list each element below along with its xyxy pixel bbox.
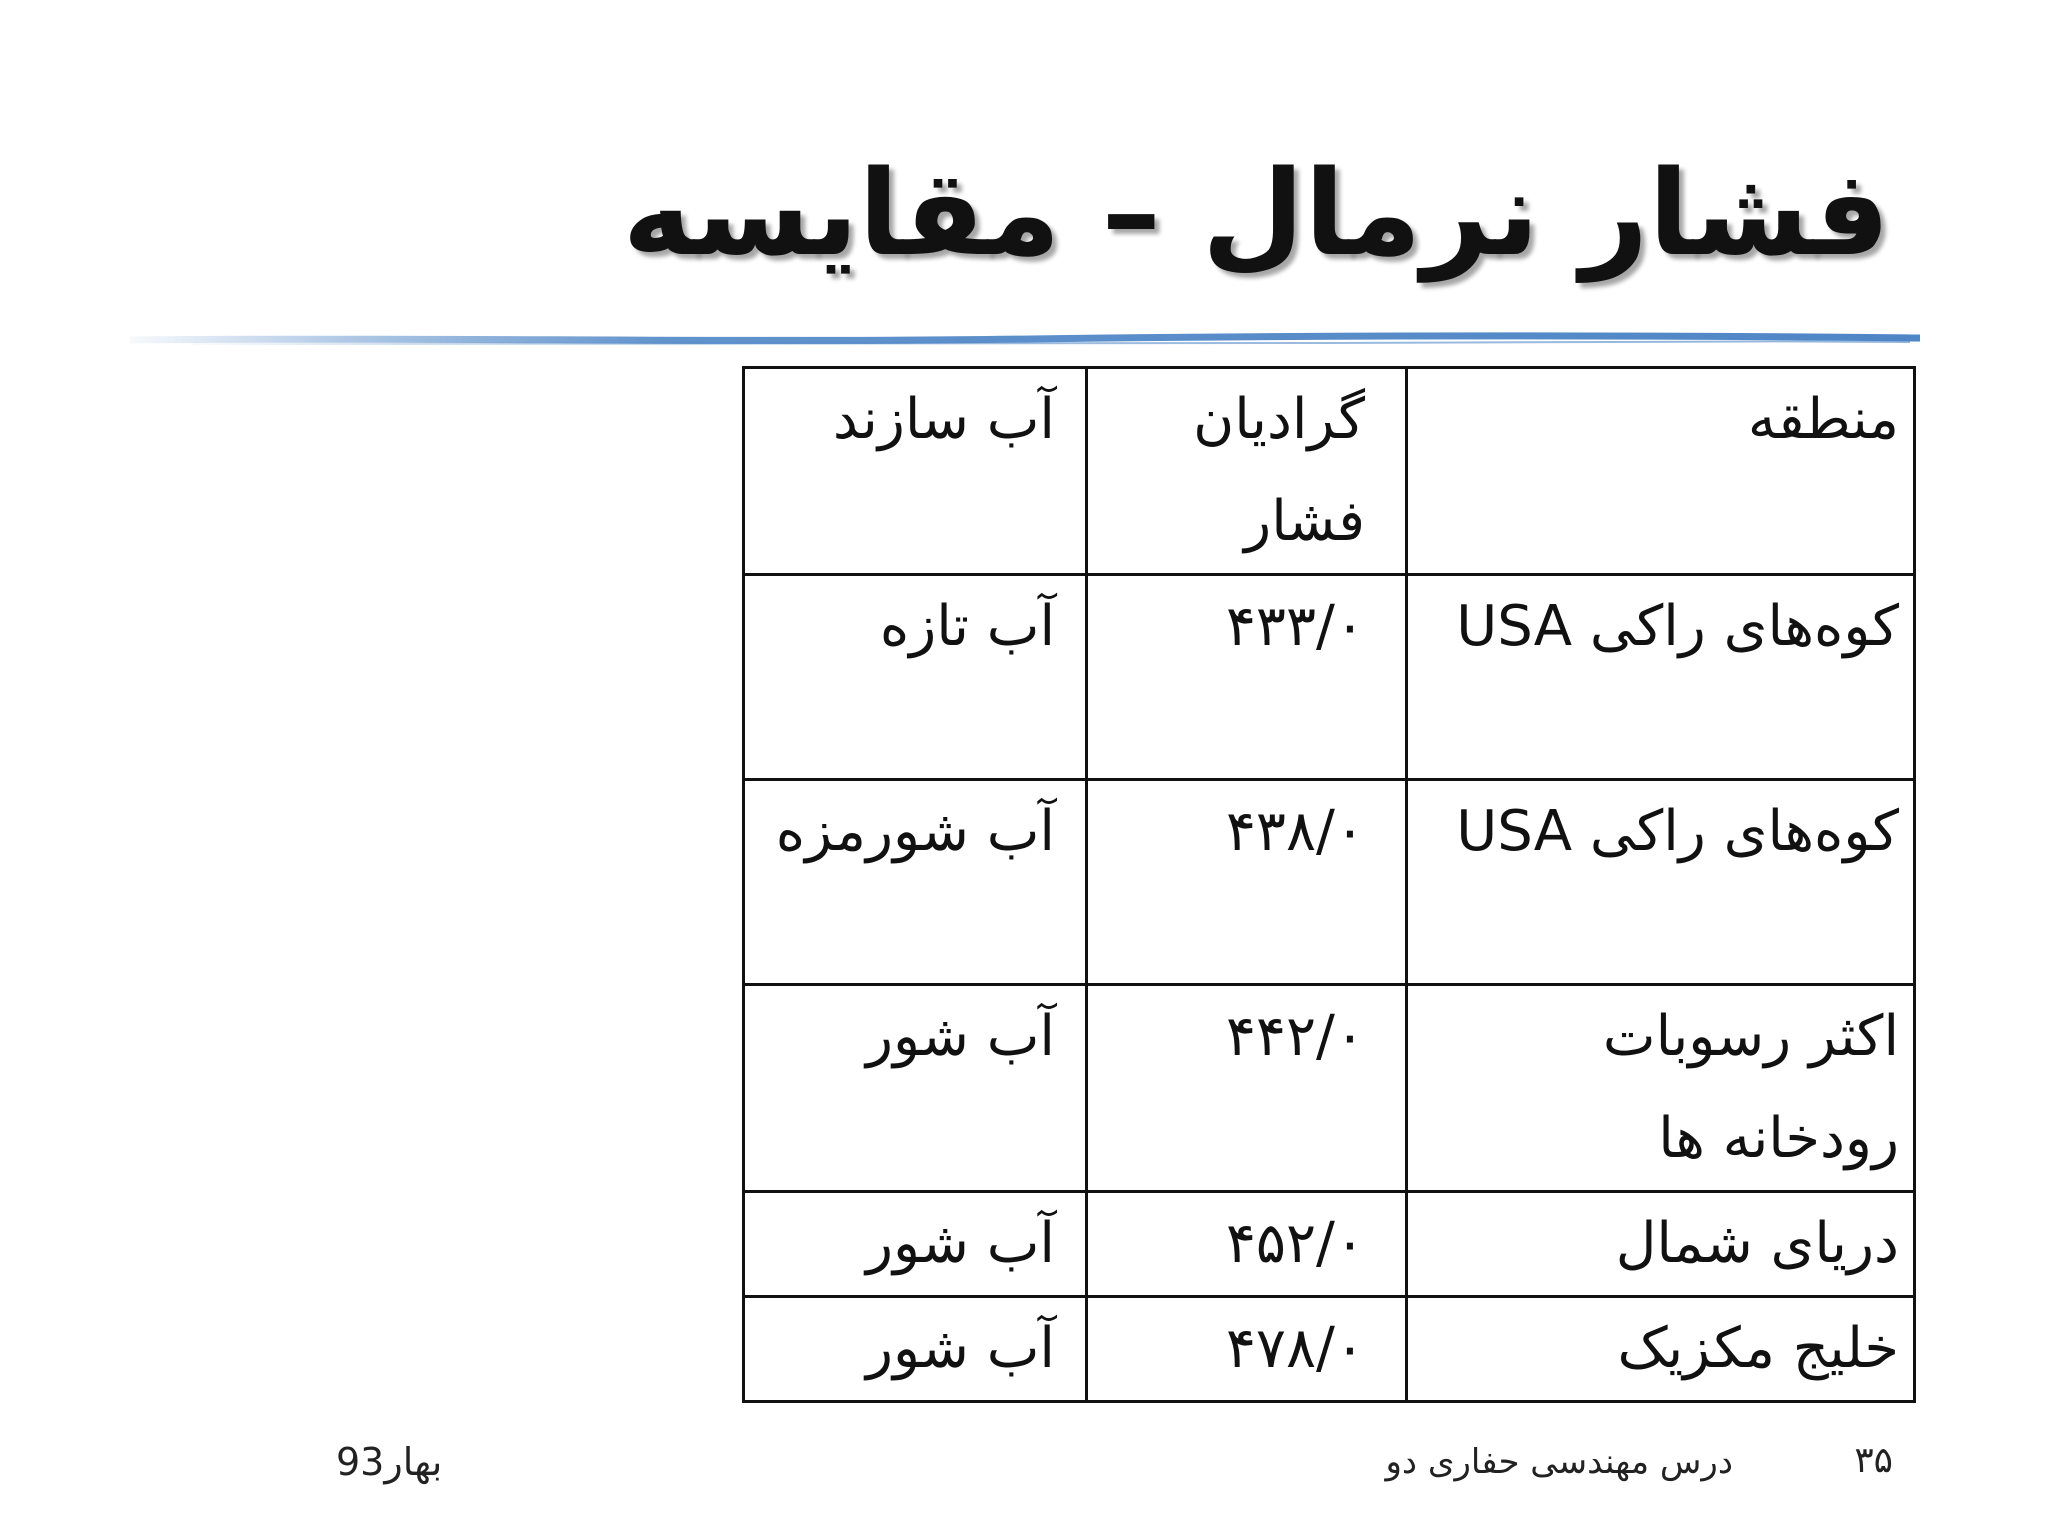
cell-gradient: ۴۳۳/۰ — [1087, 575, 1407, 780]
cell-water: آب شور — [744, 1297, 1087, 1402]
cell-region: خلیج مکزیک — [1407, 1297, 1915, 1402]
comparison-table — [742, 366, 1916, 1403]
cell-gradient: ۴۴۲/۰ — [1087, 985, 1407, 1192]
cell-water: آب شورمزه — [744, 780, 1087, 985]
table-row — [744, 780, 1915, 985]
table-row — [744, 1297, 1915, 1402]
cell-region: اکثر رسوبات رودخانه ها — [1407, 985, 1915, 1192]
header-water: آب سازند — [744, 368, 1087, 575]
table-header-row — [744, 368, 1915, 575]
comparison-table-wrapper — [742, 366, 1913, 1390]
cell-gradient: ۴۷۸/۰ — [1087, 1297, 1407, 1402]
slide-number: ۳۵ — [1854, 1440, 1893, 1481]
header-region: منطقه — [1407, 368, 1915, 575]
cell-gradient: ۴۳۸/۰ — [1087, 780, 1407, 985]
slide-title: فشار نرمال – مقایسه — [622, 144, 1890, 282]
footer-course-title: درس مهندسی حفاری دو — [1385, 1442, 1733, 1482]
cell-region: کوه‌های راکی USA — [1407, 780, 1915, 985]
footer-term: بهار93 — [336, 1440, 443, 1484]
table-row — [744, 1192, 1915, 1297]
divider-stroke — [130, 336, 1920, 341]
header-gradient: گرادیان فشار — [1087, 368, 1407, 575]
cell-water: آب شور — [744, 985, 1087, 1192]
cell-region: دریای شمال — [1407, 1192, 1915, 1297]
cell-water: آب تازه — [744, 575, 1087, 780]
table-row — [744, 985, 1915, 1192]
cell-water: آب شور — [744, 1192, 1087, 1297]
cell-region: کوه‌های راکی USA — [1407, 575, 1915, 780]
title-divider-line — [130, 325, 1920, 355]
table-row — [744, 575, 1915, 780]
cell-gradient: ۴۵۲/۰ — [1087, 1192, 1407, 1297]
